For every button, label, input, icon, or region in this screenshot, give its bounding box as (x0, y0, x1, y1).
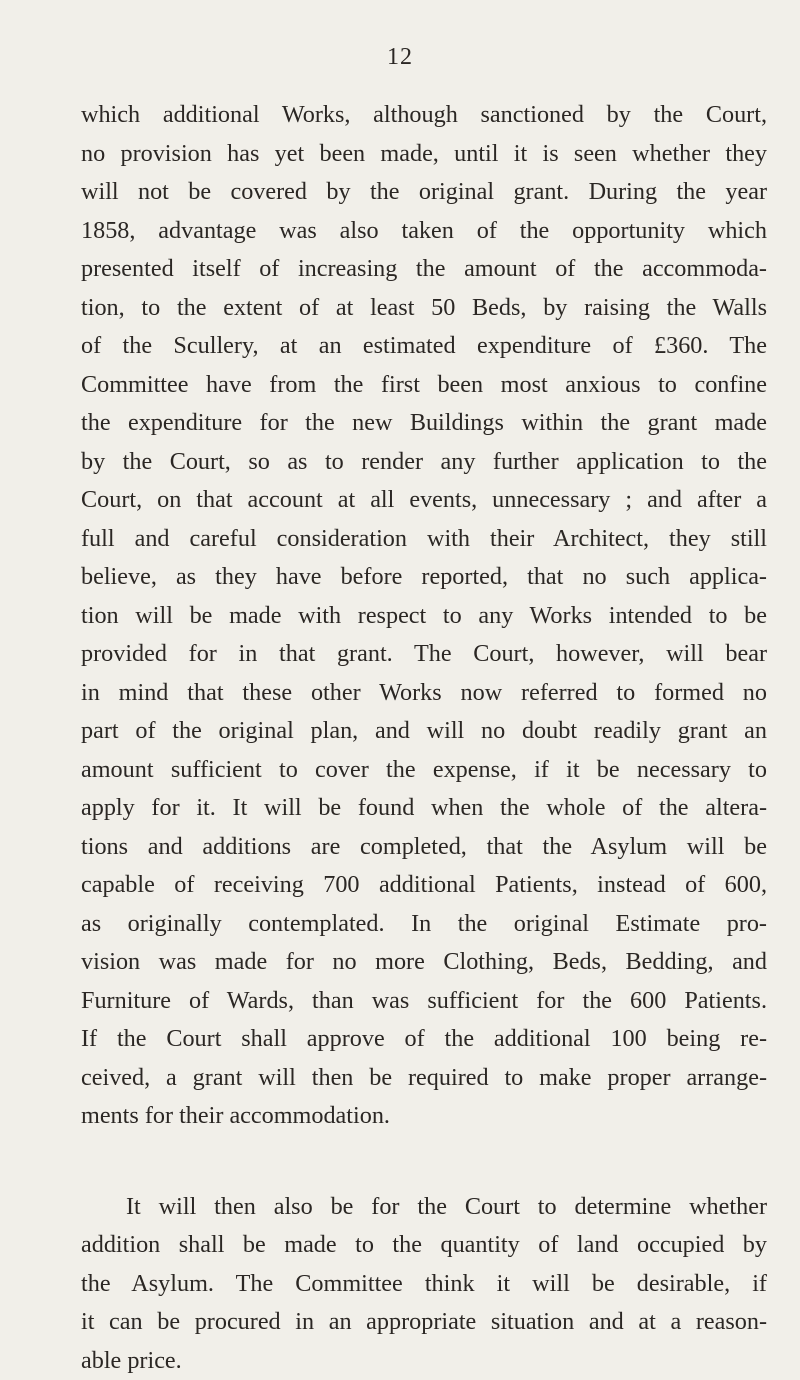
body-text (81, 96, 767, 1380)
text-line: the expenditure for the new Buildings within the grant made (81, 404, 767, 443)
text-line: in mind that these other Works now referred to formed no (81, 674, 767, 713)
text-line: able price. (81, 1342, 767, 1380)
paragraph-2 (81, 1188, 767, 1380)
text-line: tion will be made with respect to any Works intended to be (81, 597, 767, 636)
text-line: Furniture of Wards, than was sufficient for the 600 Patients. (81, 982, 767, 1021)
text-line: It will then also be for the Court to determine whether (81, 1188, 767, 1227)
page-number: 12 (0, 44, 800, 71)
text-line: presented itself of increasing the amount of the accommoda- (81, 250, 767, 289)
paragraph-1 (81, 96, 767, 1136)
text-line: full and careful consideration with their Architect, they still (81, 520, 767, 559)
text-line: addition shall be made to the quantity of land occupied by (81, 1226, 767, 1265)
text-line: believe, as they have before reported, that no such applica- (81, 558, 767, 597)
text-line: apply for it. It will be found when the whole of the altera- (81, 789, 767, 828)
text-line: it can be procured in an appropriate situation and at a reason- (81, 1303, 767, 1342)
paragraph-gap (81, 1136, 767, 1188)
text-line: tion, to the extent of at least 50 Beds, by raising the Walls (81, 289, 767, 328)
text-line: amount sufficient to cover the expense, if it be necessary to (81, 751, 767, 790)
text-line: will not be covered by the original grant. During the year (81, 173, 767, 212)
text-line: part of the original plan, and will no doubt readily grant an (81, 712, 767, 751)
text-line: If the Court shall approve of the additional 100 being re- (81, 1020, 767, 1059)
text-line: 1858, advantage was also taken of the opportunity which (81, 212, 767, 251)
text-line: by the Court, so as to render any further application to the (81, 443, 767, 482)
text-line: vision was made for no more Clothing, Beds, Bedding, and (81, 943, 767, 982)
text-line: provided for in that grant. The Court, however, will bear (81, 635, 767, 674)
text-line: as originally contemplated. In the original Estimate pro- (81, 905, 767, 944)
text-line: Court, on that account at all events, unnecessary ; and after a (81, 481, 767, 520)
text-line: which additional Works, although sanctioned by the Court, (81, 96, 767, 135)
text-line: ments for their accommodation. (81, 1097, 767, 1136)
text-line: of the Scullery, at an estimated expenditure of £360. The (81, 327, 767, 366)
text-line: capable of receiving 700 additional Patients, instead of 600, (81, 866, 767, 905)
text-line: the Asylum. The Committee think it will be desirable, if (81, 1265, 767, 1304)
text-line: tions and additions are completed, that the Asylum will be (81, 828, 767, 867)
text-line: Committee have from the first been most anxious to confine (81, 366, 767, 405)
text-line: ceived, a grant will then be required to make proper arrange- (81, 1059, 767, 1098)
text-line: no provision has yet been made, until it is seen whether they (81, 135, 767, 174)
